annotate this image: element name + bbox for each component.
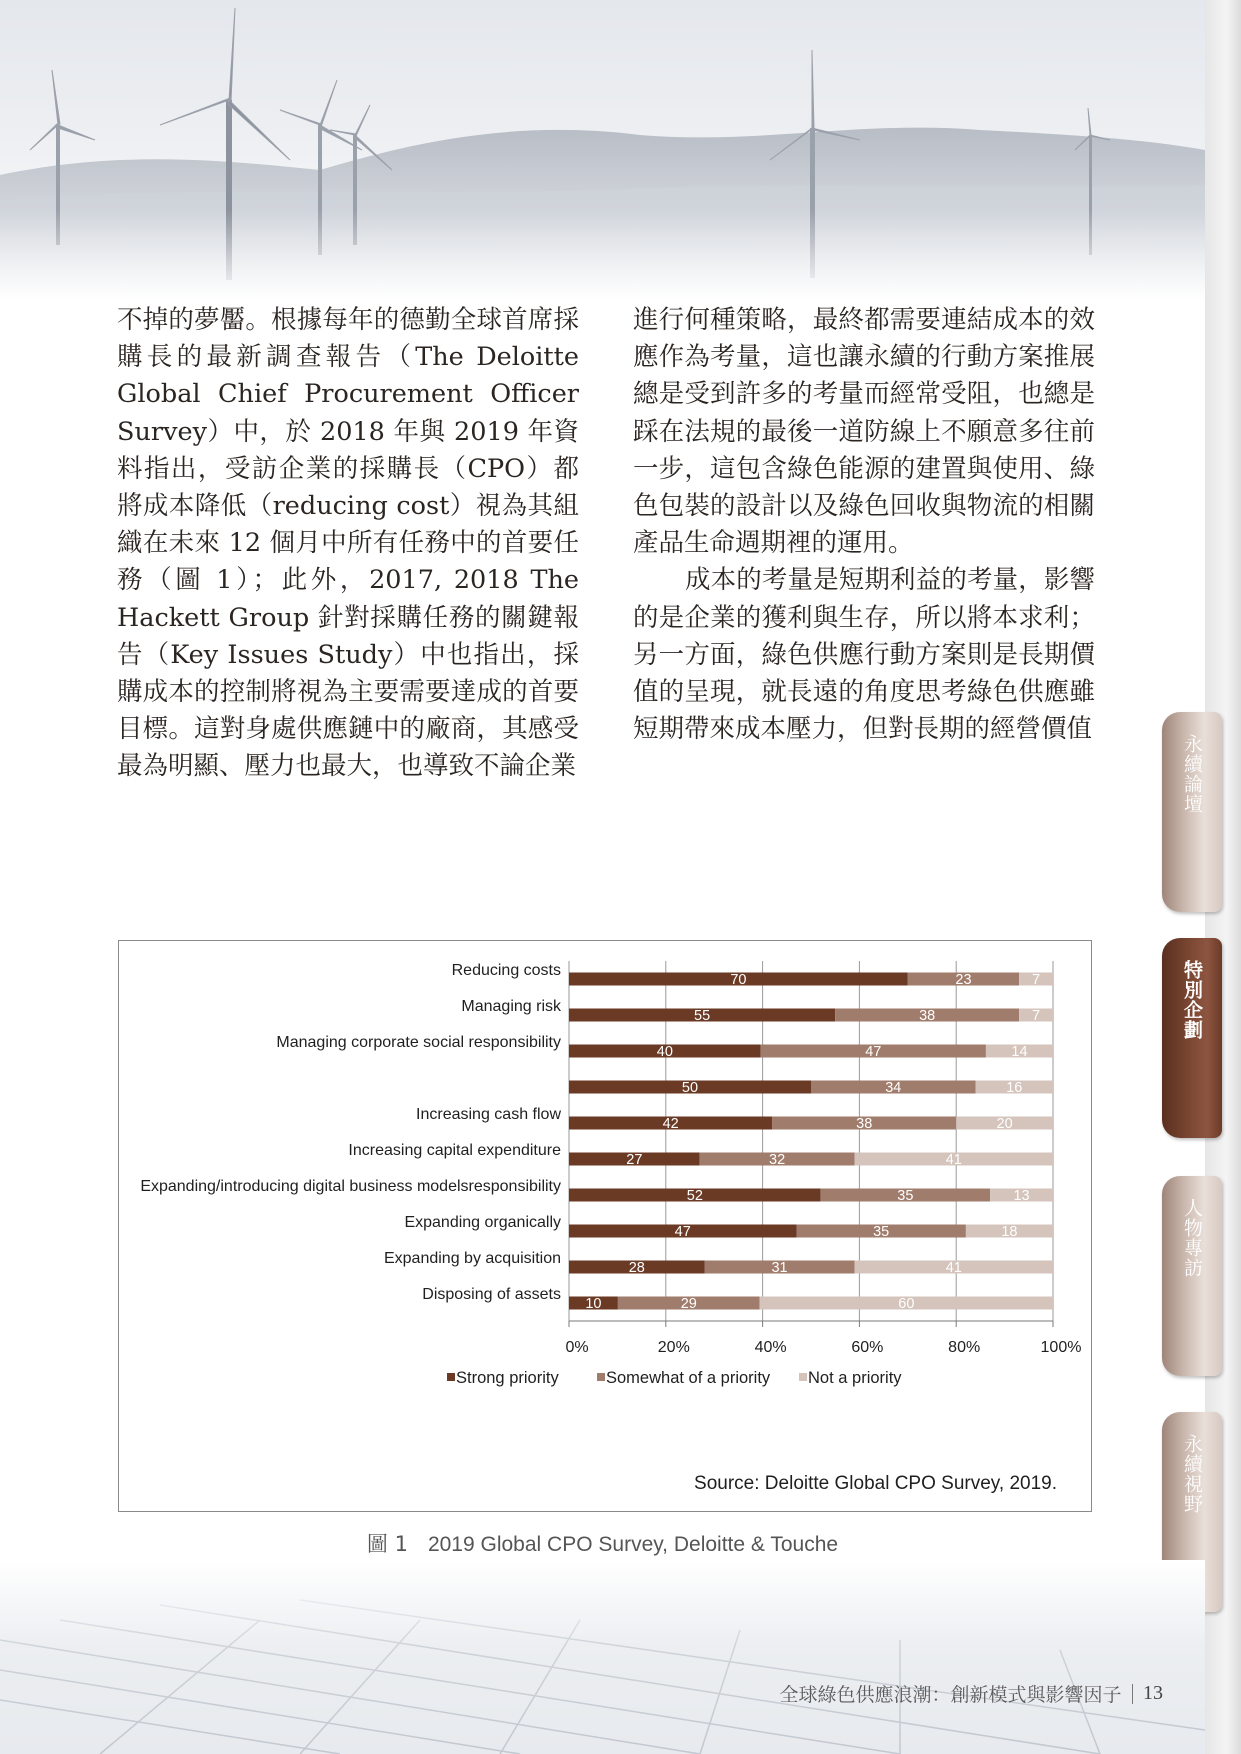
data-label: 47 — [865, 1044, 882, 1060]
data-label: 10 — [585, 1296, 602, 1312]
category-label: Disposing of assets — [422, 1286, 561, 1303]
figure-caption-text: 2019 Global CPO Survey, Deloitte & Touche — [427, 1533, 839, 1556]
data-label: 47 — [674, 1224, 691, 1240]
category-label: Increasing capital expenditure — [348, 1142, 561, 1159]
category-label: Managing risk — [461, 998, 561, 1015]
legend-swatch — [597, 1373, 605, 1381]
data-label: 55 — [694, 1008, 711, 1024]
data-label: 20 — [996, 1116, 1013, 1132]
data-label: 60 — [898, 1296, 915, 1312]
data-label: 38 — [856, 1116, 873, 1132]
figure-caption — [0, 1528, 1205, 1558]
x-tick-label: 0% — [565, 1339, 589, 1356]
data-label: 13 — [1013, 1188, 1030, 1204]
solar-panel-footer-image — [0, 1560, 1205, 1754]
section-tab-special-feature[interactable] — [1162, 938, 1222, 1138]
footer-article-title: 全球綠色供應浪潮：創新模式與影響因子 — [779, 1684, 1122, 1706]
data-label: 34 — [885, 1080, 902, 1096]
data-label: 40 — [656, 1044, 673, 1060]
x-tick-label: 100% — [1040, 1339, 1082, 1356]
footer-divider — [1132, 1684, 1134, 1704]
section-tab-label: 永續視野 — [1181, 1434, 1203, 1514]
legend-label: Somewhat of a priority — [606, 1369, 771, 1387]
data-label: 41 — [945, 1260, 962, 1276]
data-label: 52 — [686, 1188, 703, 1204]
data-label: 7 — [1032, 1008, 1041, 1024]
x-tick-label: 40% — [754, 1339, 787, 1356]
category-label: Expanding/introducing digital business modelsresponsibility — [140, 1178, 561, 1195]
data-label: 32 — [769, 1152, 786, 1168]
x-tick-label: 80% — [948, 1339, 981, 1356]
data-label: 38 — [919, 1008, 936, 1024]
data-label: 28 — [628, 1260, 645, 1276]
page-footer — [779, 1680, 1163, 1707]
section-tab-interview[interactable] — [1162, 1176, 1222, 1376]
data-label: 27 — [626, 1152, 643, 1168]
data-label: 35 — [897, 1188, 914, 1204]
section-tab-label: 人物專訪 — [1181, 1198, 1203, 1278]
data-label: 16 — [1006, 1080, 1023, 1096]
legend-label: Not a priority — [808, 1369, 902, 1387]
data-label: 14 — [1011, 1044, 1028, 1060]
article-paragraph: 不掉的夢靨。根據每年的德勤全球首席採購長的最新調查報告（The Deloitte Global Chief Procurement Officer Survey）中，於 2018 年與 2019 年資料指出，受訪企業的採購長（CPO）都將成本降低（reducing cost）視為其組織在未來 12 個月中所有任務中的首要任務（圖 1）；此外，2017, 2018 The Hackett Group 針對採購任務的關鍵報告（Key Issues Study）中也指出，採購成本的控制將視為主要需要達成的首要目標。這對身處供應鏈中的廠商，其感受最為明顯、壓力也最大，也導致不論企業 — [117, 305, 579, 782]
data-label: 35 — [873, 1224, 890, 1240]
section-tab-label: 永續論壇 — [1181, 734, 1203, 814]
section-tab-label: 特別企劃 — [1181, 960, 1203, 1040]
data-label: 23 — [955, 972, 972, 988]
category-label: Expanding by acquisition — [383, 1250, 561, 1267]
chart-source: Source: Deloitte Global CPO Survey, 2019. — [694, 1473, 1057, 1494]
figure-number: 圖 1 — [366, 1532, 408, 1556]
category-label: Expanding organically — [404, 1214, 561, 1231]
page-number: 13 — [1143, 1682, 1163, 1704]
data-label: 7 — [1032, 972, 1041, 988]
data-label: 29 — [680, 1296, 697, 1312]
article-paragraph: 進行何種策略，最終都需要連結成本的效應作為考量，這也讓永續的行動方案推展總是受到許多的考量而經常受阻，也總是踩在法規的最後一道防線上不願意多往前一步，這包含綠色能源的建置與使用、綠色包裝的設計以及綠色回收與物流的相關產品生命週期裡的運用。 — [633, 305, 1095, 559]
section-tab-sustainability-forum[interactable] — [1162, 712, 1222, 912]
article-paragraph: 成本的考量是短期利益的考量，影響的是企業的獲利與生存，所以將本求利；另一方面，綠色供應行動方案則是長期價值的呈現，就長遠的角度思考綠色供應雖短期帶來成本壓力，但對長期的經營價值 — [633, 565, 1095, 745]
cpo-priority-bar-chart — [119, 941, 1090, 1510]
data-label: 31 — [771, 1260, 788, 1276]
x-tick-label: 20% — [657, 1339, 690, 1356]
figure-chart-frame — [118, 940, 1092, 1512]
legend-label: Strong priority — [456, 1369, 559, 1387]
data-label: 50 — [681, 1080, 699, 1096]
category-label: Managing corporate social responsibility — [276, 1034, 561, 1051]
data-label: 42 — [662, 1116, 679, 1132]
data-label: 70 — [730, 972, 747, 988]
article-right-column — [633, 302, 1095, 748]
category-label: Reducing costs — [451, 962, 561, 979]
wind-turbine-header-image — [0, 0, 1205, 300]
article-left-column — [117, 302, 579, 786]
legend-swatch — [799, 1373, 807, 1381]
data-label: 41 — [945, 1152, 962, 1168]
category-label: Increasing cash flow — [416, 1106, 561, 1123]
data-label: 18 — [1001, 1224, 1018, 1240]
legend-swatch — [447, 1373, 455, 1381]
x-tick-label: 60% — [851, 1339, 884, 1356]
